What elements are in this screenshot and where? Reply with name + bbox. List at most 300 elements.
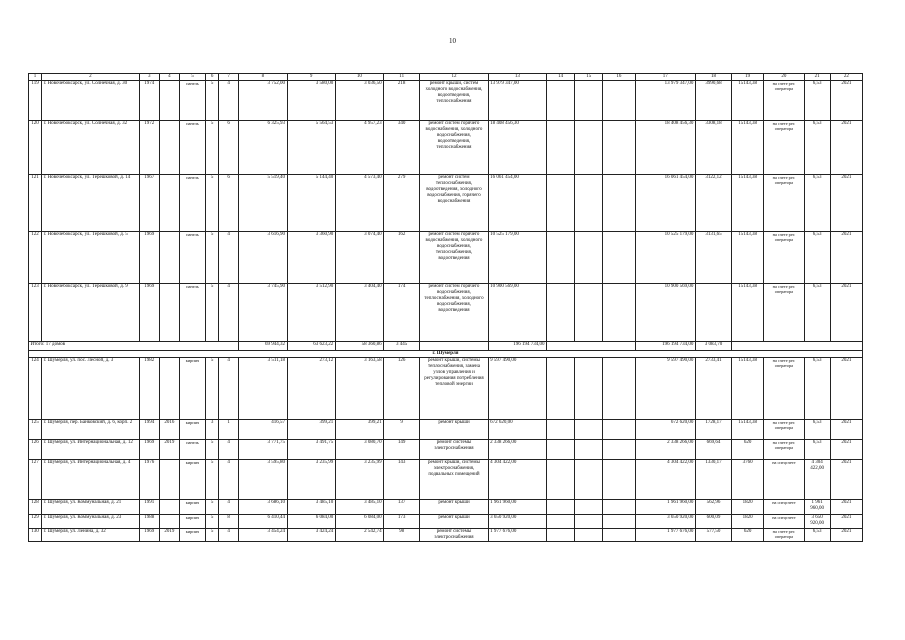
cell-addr: г. Шумерля, ул. Коммунальная, д. 23 <box>42 514 140 528</box>
totals-row <box>29 341 863 350</box>
cell-year2 <box>159 459 179 499</box>
cell-empty-14 <box>547 419 575 439</box>
total-empty-7 <box>547 341 636 350</box>
cell-year2: 2016 <box>159 419 179 439</box>
cell-empty-15 <box>575 459 603 499</box>
cell-floors: 3 <box>206 419 219 439</box>
cell-empty-16 <box>603 459 635 499</box>
cell-c20: на счете рег. оператора <box>764 528 804 542</box>
cell-a1: 3 771,75 <box>239 439 287 459</box>
page-number: 10 <box>449 37 456 45</box>
column-number-18: 18 <box>695 74 731 81</box>
cell-a2: 3 580,00 <box>287 80 335 120</box>
cell-c17: 13 979 347,00 <box>635 80 695 120</box>
cell-c21: 6,53 <box>804 357 830 419</box>
cell-c13: 13 979 347,00 <box>488 80 546 120</box>
cell-work: ремонт крыши, систем холодного водоснабжения, водоотведения, теплоснабжения <box>420 80 488 120</box>
cell-work: ремонт систем горячего водоснабжения, холодного водоснабжения, водоотведения, теплоснабжения <box>420 120 488 174</box>
cell-empty-15 <box>575 283 603 341</box>
cell-c18: 577,50 <box>695 528 731 542</box>
cell-a3: 3 163,58 <box>335 357 383 419</box>
cell-empty-15 <box>575 499 603 514</box>
cell-ent: 4 <box>219 459 239 499</box>
cell-people: 162 <box>384 231 420 283</box>
cell-c18: 1330,17 <box>695 459 731 499</box>
cell-a1: 5 519,40 <box>239 174 287 231</box>
cell-empty-16 <box>603 174 635 231</box>
cell-work: ремонт крыши <box>420 514 488 528</box>
cell-c20: на спецсчете <box>764 499 804 514</box>
cell-empty-14 <box>547 439 575 459</box>
cell-mat: кирпич <box>179 528 205 542</box>
cell-empty-16 <box>603 528 635 542</box>
table-row <box>29 231 863 283</box>
cell-a3: 3 080,70 <box>335 439 383 459</box>
cell-addr: г. Шумерля, ул. Коммунальная, д. 21 <box>42 499 140 514</box>
column-number-22: 22 <box>830 74 862 81</box>
cell-floors: 5 <box>206 231 219 283</box>
total-people: 3 445 <box>384 341 420 350</box>
cell-empty-14 <box>547 80 575 120</box>
cell-c17: 9 597 490,00 <box>635 357 695 419</box>
table-row <box>29 439 863 459</box>
cell-a2: 3 485,10 <box>287 499 335 514</box>
column-number-10: 10 <box>335 74 383 81</box>
cell-c21: 6,53 <box>804 439 830 459</box>
cell-a2: 273,12 <box>287 357 335 419</box>
cell-year2: 2019 <box>159 439 179 459</box>
cell-empty-15 <box>575 120 603 174</box>
cell-c21: 1 961 960,00 <box>804 499 830 514</box>
cell-empty-14 <box>547 231 575 283</box>
cell-floors: 5 <box>206 459 219 499</box>
cell-work: ремонт системы электроснабжения <box>420 528 488 542</box>
cell-mat: панель <box>179 231 205 283</box>
total-c13: 196 194 734,00 <box>488 341 546 350</box>
cell-a1: 416,57 <box>239 419 287 439</box>
cell-n: 120 <box>29 120 42 174</box>
cell-c18: 3131,65 <box>695 231 731 283</box>
cell-ent: 6 <box>219 120 239 174</box>
cell-c20: на счете рег. оператора <box>764 283 804 341</box>
cell-mat: панель <box>179 283 205 341</box>
cell-a1: 3 595,80 <box>239 459 287 499</box>
cell-addr: г. Шумерля, ул. Ленина, д. 32 <box>42 528 140 542</box>
cell-empty-14 <box>547 174 575 231</box>
cell-a3: 4 573,40 <box>335 174 383 231</box>
cell-empty-15 <box>575 357 603 419</box>
cell-year: 1969 <box>139 439 159 459</box>
column-number-2: 2 <box>42 74 140 81</box>
total-a1: 69 944,32 <box>239 341 287 350</box>
column-number-19: 19 <box>732 74 764 81</box>
cell-c18 <box>695 283 731 341</box>
cell-mat: кирпич <box>179 459 205 499</box>
cell-people: 149 <box>384 439 420 459</box>
cell-c18: 3122,12 <box>695 174 731 231</box>
table-row <box>29 514 863 528</box>
table-row <box>29 174 863 231</box>
cell-n: 119 <box>29 80 42 120</box>
cell-c17: 4 304 422,00 <box>635 459 695 499</box>
cell-a3: 4 957,23 <box>335 120 383 174</box>
cell-c21: 4 304 422,00 <box>804 459 830 499</box>
cell-c22: 2021 <box>830 283 862 341</box>
cell-ent: 4 <box>219 499 239 514</box>
cell-a3: 2 542,74 <box>335 528 383 542</box>
cell-c19: 15143,38 <box>732 174 764 231</box>
cell-work: ремонт крыши, системы теплоснабжения, замена узлов управления и регулирования потребления тепловой энергии <box>420 357 488 419</box>
cell-c20: на счете рег. оператора <box>764 357 804 419</box>
cell-c21: 6,53 <box>804 528 830 542</box>
cell-n: 130 <box>29 528 42 542</box>
total-a2: 63 623,22 <box>287 341 335 350</box>
cell-a2: 5 564,53 <box>287 120 335 174</box>
cell-empty-14 <box>547 283 575 341</box>
total-empty-10 <box>732 341 863 350</box>
cell-ent: 4 <box>219 80 239 120</box>
table-row <box>29 459 863 499</box>
cell-year2 <box>159 514 179 528</box>
cell-year2: 2019 <box>159 528 179 542</box>
cell-c19: 15143,38 <box>732 357 764 419</box>
cell-work: ремонт систем теплоснабжения, водоотведения, холодного водоснабжения, горячего водоснабжения <box>420 174 488 231</box>
cell-floors: 5 <box>206 174 219 231</box>
cell-c20: на счете рег. оператора <box>764 174 804 231</box>
cell-floors: 5 <box>206 499 219 514</box>
cell-c22: 2021 <box>830 514 862 528</box>
cell-c20: на счете рег. оператора <box>764 80 804 120</box>
cell-year2 <box>159 174 179 231</box>
column-number-21: 21 <box>804 74 830 81</box>
section-row <box>29 350 863 357</box>
cell-n: 128 <box>29 499 42 514</box>
cell-floors: 5 <box>206 528 219 542</box>
table-row <box>29 357 863 419</box>
cell-c19: 15143,38 <box>732 283 764 341</box>
total-label: Итого: 17 домов <box>29 341 239 350</box>
cell-year: 1972 <box>139 120 159 174</box>
column-number-6: 6 <box>206 74 219 81</box>
cell-c13: 10 900 569,00 <box>488 283 546 341</box>
cell-c17: 16 061 454,00 <box>635 174 695 231</box>
cell-c13: 672 620,00 <box>488 419 546 439</box>
total-empty-5 <box>420 341 488 350</box>
cell-addr: г. Новочебоксарск, ул. Солнечная, д. 30 <box>42 80 140 120</box>
cell-addr: г. Шумерля, ул. Интернациональная, д. 4 <box>42 459 140 499</box>
cell-empty-15 <box>575 80 603 120</box>
cell-c13: 10 525 179,00 <box>488 231 546 283</box>
cell-c17: 1 977 676,00 <box>635 528 695 542</box>
cell-empty-15 <box>575 439 603 459</box>
column-number-row <box>29 74 863 81</box>
column-number-17: 17 <box>635 74 695 81</box>
cell-mat: кирпич <box>179 499 205 514</box>
cell-year: 1969 <box>139 231 159 283</box>
column-number-9: 9 <box>287 74 335 81</box>
cell-a1: 3 745,90 <box>239 283 287 341</box>
cell-c17: 2 338 266,00 <box>635 439 695 459</box>
cell-c20: на спецсчете <box>764 459 804 499</box>
cell-empty-14 <box>547 514 575 528</box>
cell-a3: 6 084,00 <box>335 514 383 528</box>
cell-year: 1991 <box>139 499 159 514</box>
cell-addr: г. Шумерля, пер. Банковский, д. 6, корп. 2 <box>42 419 140 439</box>
cell-a2: 5 144,40 <box>287 174 335 231</box>
column-number-16: 16 <box>603 74 635 81</box>
cell-c18: 2733,41 <box>695 357 731 419</box>
cell-ent: 1 <box>219 419 239 439</box>
cell-year2 <box>159 80 179 120</box>
cell-people: 173 <box>384 514 420 528</box>
cell-work: ремонт крыши <box>420 499 488 514</box>
cell-year2 <box>159 231 179 283</box>
cell-mat: панель <box>179 80 205 120</box>
cell-c22: 2021 <box>830 174 862 231</box>
cell-people: 137 <box>384 499 420 514</box>
cell-empty-16 <box>603 80 635 120</box>
cell-c21: 6,53 <box>804 231 830 283</box>
cell-c19: 1820 <box>732 514 764 528</box>
cell-addr: г. Новочебоксарск, ул. Терешковой, д. 14 <box>42 174 140 231</box>
cell-a2: 3 424,24 <box>287 528 335 542</box>
cell-c17: 672 620,00 <box>635 419 695 439</box>
cell-empty-15 <box>575 528 603 542</box>
cell-people: 126 <box>384 357 420 419</box>
column-number-15: 15 <box>575 74 603 81</box>
cell-empty-16 <box>603 231 635 283</box>
cell-year: 1976 <box>139 459 159 499</box>
cell-empty-16 <box>603 283 635 341</box>
cell-people: 340 <box>384 120 420 174</box>
column-number-12: 12 <box>420 74 488 81</box>
table-row <box>29 528 863 542</box>
cell-mat: кирпич <box>179 419 205 439</box>
cell-n: 121 <box>29 174 42 231</box>
cell-a3: 3 235,99 <box>335 459 383 499</box>
cell-c22: 2021 <box>830 231 862 283</box>
cell-work: ремонт систем горячего водоснабжения, теплоснабжения, холодного водоснабжения, водоотведения <box>420 283 488 341</box>
cell-a1: 6 325,93 <box>239 120 287 174</box>
cell-empty-15 <box>575 419 603 439</box>
cell-a1: 6 410,44 <box>239 514 287 528</box>
cell-n: 122 <box>29 231 42 283</box>
cell-c18: 3990,68 <box>695 80 731 120</box>
cell-c13: 1 977 676,00 <box>488 528 546 542</box>
cell-c19: 15143,38 <box>732 80 764 120</box>
cell-year2 <box>159 357 179 419</box>
cell-a3: 399,21 <box>335 419 383 439</box>
column-number-5: 5 <box>179 74 205 81</box>
cell-people: 279 <box>384 174 420 231</box>
cell-c20: на счете рег. оператора <box>764 120 804 174</box>
cell-ent: 4 <box>219 231 239 283</box>
cell-n: 127 <box>29 459 42 499</box>
cell-people: 9 <box>384 419 420 439</box>
cell-work: ремонт системы электроснабжения <box>420 439 488 459</box>
cell-a3: 3 485,10 <box>335 499 383 514</box>
cell-c19: 620 <box>732 439 764 459</box>
cell-addr: г. Шумерля, ул. пос. Лесной, д. 3 <box>42 357 140 419</box>
cell-c18: 562,96 <box>695 499 731 514</box>
cell-ent: 4 <box>219 357 239 419</box>
cell-a1: 3 616,90 <box>239 231 287 283</box>
column-number-14: 14 <box>547 74 575 81</box>
cell-n: 124 <box>29 357 42 419</box>
cell-empty-14 <box>547 357 575 419</box>
cell-mat: панель <box>179 174 205 231</box>
cell-n: 125 <box>29 419 42 439</box>
cell-mat: кирпич <box>179 514 205 528</box>
cell-year: 1974 <box>139 80 159 120</box>
cell-empty-14 <box>547 528 575 542</box>
cell-empty-16 <box>603 499 635 514</box>
cell-empty-16 <box>603 439 635 459</box>
cell-a1: 3 454,24 <box>239 528 287 542</box>
table-body <box>29 74 863 542</box>
total-c18: 3 083,70 <box>695 341 731 350</box>
cell-empty-16 <box>603 357 635 419</box>
cell-c18: 1728,17 <box>695 419 731 439</box>
cell-c13: 16 061 454,00 <box>488 174 546 231</box>
cell-c21: 6,53 <box>804 283 830 341</box>
cell-addr: г. Новочебоксарск, ул. Терешковой, д. 5 <box>42 231 140 283</box>
cell-c18: 3308,18 <box>695 120 731 174</box>
cell-mat: панель <box>179 439 205 459</box>
cell-ent: 4 <box>219 283 239 341</box>
cell-c22: 2021 <box>830 120 862 174</box>
cell-c13: 1 961 960,00 <box>488 499 546 514</box>
column-number-3: 3 <box>139 74 159 81</box>
cell-work: ремонт крыши, системы электроснабжения, подвальных помещений <box>420 459 488 499</box>
cell-n: 123 <box>29 283 42 341</box>
cell-c21: 3 650 920,00 <box>804 514 830 528</box>
cell-year2 <box>159 499 179 514</box>
cell-a2: 399,21 <box>287 419 335 439</box>
cell-empty-15 <box>575 514 603 528</box>
column-number-13: 13 <box>488 74 546 81</box>
cell-empty-14 <box>547 120 575 174</box>
cell-c13: 4 304 422,00 <box>488 459 546 499</box>
cell-a2: 3 235,99 <box>287 459 335 499</box>
cell-c17: 3 650 920,00 <box>635 514 695 528</box>
cell-c20: на счете рег. оператора <box>764 419 804 439</box>
cell-year: 1969 <box>139 528 159 542</box>
cell-empty-16 <box>603 120 635 174</box>
cell-c13: 2 338 266,00 <box>488 439 546 459</box>
cell-c13: 3 650 920,00 <box>488 514 546 528</box>
cell-floors: 5 <box>206 120 219 174</box>
column-number-4: 4 <box>159 74 179 81</box>
cell-c17: 10 525 179,00 <box>635 231 695 283</box>
cell-a3: 3 036,50 <box>335 80 383 120</box>
cell-empty-16 <box>603 419 635 439</box>
cell-c19: 620 <box>732 528 764 542</box>
cell-addr: г. Новочебоксарск, ул. Терешковой, д. 9 <box>42 283 140 341</box>
cell-ent: 4 <box>219 528 239 542</box>
cell-year2 <box>159 283 179 341</box>
cell-c18: 600,09 <box>695 514 731 528</box>
cell-c20: на счете рег. оператора <box>764 439 804 459</box>
table-row <box>29 120 863 174</box>
cell-year: 1982 <box>139 357 159 419</box>
cell-mat: кирпич <box>179 357 205 419</box>
cell-c21: 6,53 <box>804 419 830 439</box>
cell-a2: 6 084,00 <box>287 514 335 528</box>
column-number-20: 20 <box>764 74 804 81</box>
cell-c13: 9 597 490,00 <box>488 357 546 419</box>
cell-floors: 5 <box>206 514 219 528</box>
cell-work: ремонт систем горячего водоснабжения, холодного водоснабжения, теплоснабжения, водоотведения <box>420 231 488 283</box>
cell-ent: 8 <box>219 514 239 528</box>
table-row <box>29 283 863 341</box>
cell-c22: 2021 <box>830 439 862 459</box>
cell-people: 143 <box>384 459 420 499</box>
table-row <box>29 499 863 514</box>
cell-people: 218 <box>384 80 420 120</box>
cell-empty-14 <box>547 459 575 499</box>
cell-c19: 1820 <box>732 499 764 514</box>
cell-empty-14 <box>547 499 575 514</box>
section-title: г. Шумерля <box>29 350 863 357</box>
cell-n: 126 <box>29 439 42 459</box>
total-a3: 58 360,86 <box>335 341 383 350</box>
cell-a2: 3 512,90 <box>287 283 335 341</box>
cell-c19: 15143,38 <box>732 231 764 283</box>
cell-c20: на спецсчете <box>764 514 804 528</box>
cell-floors: 5 <box>206 80 219 120</box>
cell-c19: 15143,38 <box>732 419 764 439</box>
cell-a1: 3 511,18 <box>239 357 287 419</box>
cell-mat: панель <box>179 120 205 174</box>
cell-a3: 3 074,40 <box>335 231 383 283</box>
cell-year2 <box>159 120 179 174</box>
cell-a3: 3 404,40 <box>335 283 383 341</box>
column-number-11: 11 <box>384 74 420 81</box>
cell-a1: 3 686,10 <box>239 499 287 514</box>
cell-work: ремонт крыши <box>420 419 488 439</box>
cell-addr: г. Шумерля, ул. Интернациональная, д. 12 <box>42 439 140 459</box>
cell-c22: 2021 <box>830 80 862 120</box>
cell-c20: на счете рег. оператора <box>764 231 804 283</box>
table-row <box>29 80 863 120</box>
cell-year: 1969 <box>139 283 159 341</box>
cell-ent: 6 <box>219 174 239 231</box>
cell-c21: 6,53 <box>804 120 830 174</box>
cell-floors: 5 <box>206 357 219 419</box>
cell-year: 1967 <box>139 174 159 231</box>
cell-c17: 18 408 456,30 <box>635 120 695 174</box>
cell-empty-15 <box>575 174 603 231</box>
cell-c22: 2021 <box>830 528 862 542</box>
cell-c22: 2021 <box>830 357 862 419</box>
cell-c19: 3760 <box>732 459 764 499</box>
cell-c22: 2021 <box>830 419 862 439</box>
column-number-8: 8 <box>239 74 287 81</box>
cell-year: 1988 <box>139 514 159 528</box>
table-row <box>29 419 863 439</box>
cell-c22: 2021 <box>830 459 862 499</box>
cell-n: 129 <box>29 514 42 528</box>
cell-c17: 10 900 569,00 <box>635 283 695 341</box>
total-c17: 196 194 734,00 <box>635 341 695 350</box>
column-number-7: 7 <box>219 74 239 81</box>
housing-register-table <box>28 73 863 542</box>
cell-c17: 1 961 960,00 <box>635 499 695 514</box>
cell-a2: 3 360,90 <box>287 231 335 283</box>
cell-floors: 5 <box>206 439 219 459</box>
cell-c22: 2021 <box>830 499 862 514</box>
